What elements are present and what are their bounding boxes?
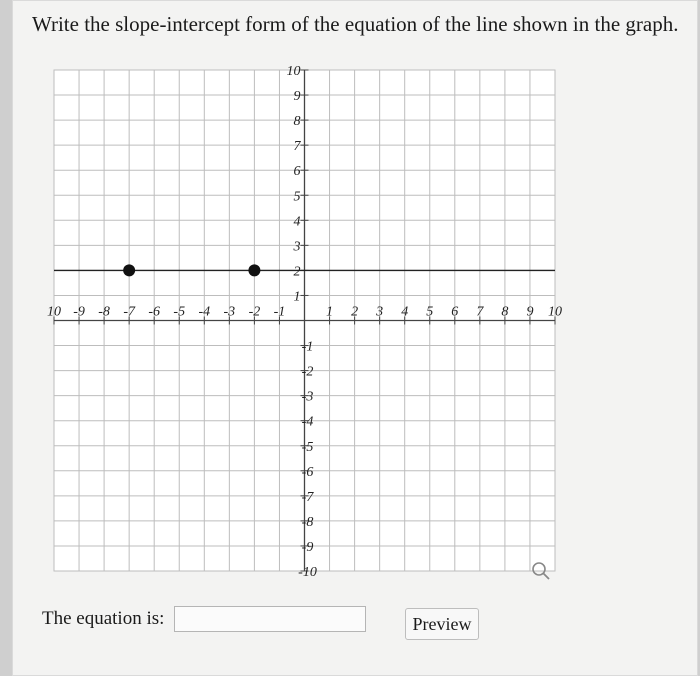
- y-tick-label: -9: [301, 539, 314, 555]
- plotted-point: [123, 264, 135, 276]
- preview-button[interactable]: Preview: [405, 608, 479, 640]
- x-tick-label: 8: [501, 304, 509, 320]
- x-tick-label: 10: [548, 304, 562, 320]
- x-tick-label: 2: [351, 304, 359, 320]
- y-tick-label: -4: [301, 414, 314, 430]
- equation-input[interactable]: [174, 606, 366, 632]
- y-tick-label: 3: [293, 239, 301, 255]
- x-tick-label: -6: [148, 304, 161, 320]
- x-tick-label: -8: [98, 304, 110, 320]
- y-tick-label: 10: [286, 64, 301, 79]
- x-tick-label: -5: [173, 304, 186, 320]
- y-tick-label: 4: [293, 214, 301, 230]
- y-tick-label: 2: [293, 264, 301, 280]
- x-tick-label: -7: [123, 304, 135, 320]
- y-tick-label: -6: [301, 464, 314, 480]
- y-tick-label: 6: [293, 164, 301, 180]
- x-tick-label: -3: [223, 304, 236, 320]
- y-tick-label: 8: [293, 114, 301, 130]
- question-text: Write the slope-intercept form of the equation of the line shown in the graph.: [32, 12, 679, 36]
- x-tick-label: -9: [73, 304, 85, 320]
- magnify-icon[interactable]: [530, 560, 552, 582]
- y-tick-label: -3: [301, 389, 314, 405]
- y-tick-label: 7: [293, 139, 301, 155]
- x-tick-label: 9: [526, 304, 534, 320]
- y-tick-label: -8: [301, 514, 314, 530]
- y-tick-label: -7: [301, 489, 314, 505]
- equation-row: [42, 606, 366, 632]
- x-tick-label: -4: [198, 304, 211, 320]
- x-tick-label: -2: [248, 304, 261, 320]
- plotted-point: [248, 264, 260, 276]
- y-tick-label: -10: [298, 565, 317, 580]
- x-tick-label: 5: [426, 304, 434, 320]
- equation-label: The equation is:: [42, 608, 165, 629]
- y-tick-label: 5: [293, 189, 301, 205]
- y-tick-label: 1: [293, 289, 301, 305]
- coordinate-graph[interactable]: [42, 58, 567, 583]
- x-tick-label: 3: [376, 304, 384, 320]
- x-tick-label: 7: [476, 304, 484, 320]
- x-tick-label: 4: [401, 304, 409, 320]
- x-tick-label: -1: [273, 304, 286, 320]
- x-tick-label: 10: [47, 304, 61, 320]
- y-tick-label: -1: [301, 339, 314, 355]
- x-tick-label: 6: [451, 304, 459, 320]
- y-tick-label: -2: [301, 364, 314, 380]
- y-tick-label: -5: [301, 439, 314, 455]
- y-tick-label: 9: [293, 89, 301, 105]
- x-tick-label: 1: [326, 304, 334, 320]
- question-card: [12, 0, 698, 676]
